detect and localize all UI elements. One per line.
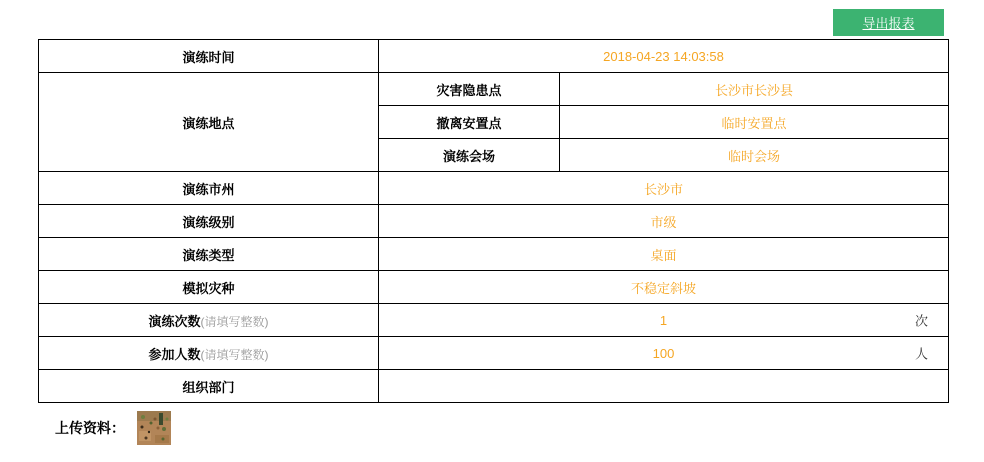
sub-value-hazard-point: 长沙市长沙县 xyxy=(560,73,949,106)
count-label-hint: (请填写整数) xyxy=(200,314,269,329)
row-label-time: 演练时间 xyxy=(39,40,379,73)
table-row-type xyxy=(39,238,949,271)
row-label-department: 组织部门 xyxy=(39,370,379,403)
row-label-level: 演练级别 xyxy=(39,205,379,238)
row-label-location: 演练地点 xyxy=(39,73,379,172)
row-value-participants xyxy=(379,337,949,370)
sub-value-evacuation-point: 临时安置点 xyxy=(560,106,949,139)
sub-label-evacuation-point: 撤离安置点 xyxy=(379,106,560,139)
row-label-type: 演练类型 xyxy=(39,238,379,271)
row-value-city: 长沙市 xyxy=(379,172,949,205)
row-label-disaster: 模拟灾种 xyxy=(39,271,379,304)
participants-value: 100 xyxy=(652,345,675,361)
table-row-participants xyxy=(39,337,949,370)
row-label-city: 演练市州 xyxy=(39,172,379,205)
row-value-level: 市级 xyxy=(379,205,949,238)
table-row-level xyxy=(39,205,949,238)
sub-label-drill-venue: 演练会场 xyxy=(379,139,560,172)
row-value-department xyxy=(379,370,949,403)
row-value-type: 桌面 xyxy=(379,238,949,271)
participants-label-hint: (请填写整数) xyxy=(200,347,269,362)
row-value-count xyxy=(379,304,949,337)
export-report-button[interactable]: 导出报表 xyxy=(833,9,944,36)
count-value: 1 xyxy=(659,312,668,328)
table-row-disaster xyxy=(39,271,949,304)
participants-unit: 人 xyxy=(914,346,928,362)
table-row-time xyxy=(39,40,949,73)
row-label-participants xyxy=(39,337,379,370)
upload-section xyxy=(55,408,171,448)
drill-report-table xyxy=(38,39,949,403)
row-value-disaster: 不稳定斜坡 xyxy=(379,271,949,304)
row-value-time: 2018-04-23 14:03:58 xyxy=(379,40,949,73)
table-row-count xyxy=(39,304,949,337)
sub-label-hazard-point: 灾害隐患点 xyxy=(379,73,560,106)
upload-thumbnail-image[interactable] xyxy=(137,411,171,445)
table-row-department xyxy=(39,370,949,403)
row-label-count xyxy=(39,304,379,337)
upload-label: 上传资料： xyxy=(55,420,125,436)
count-unit: 次 xyxy=(914,313,928,329)
participants-label-text: 参加人数 xyxy=(148,346,201,362)
table-row-location-hazard xyxy=(39,73,949,106)
sub-value-drill-venue: 临时会场 xyxy=(560,139,949,172)
count-label-text: 演练次数 xyxy=(148,313,201,329)
table-row-city xyxy=(39,172,949,205)
